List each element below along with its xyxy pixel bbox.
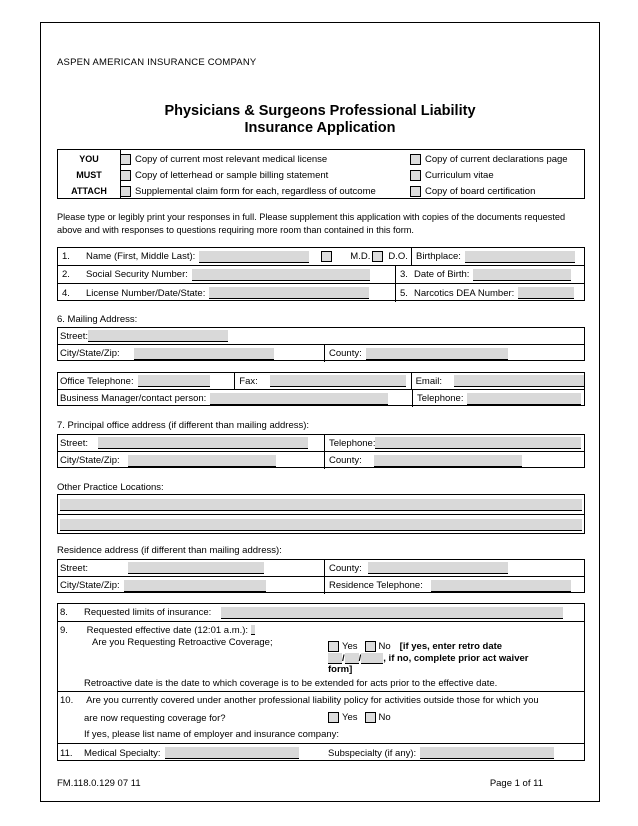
mailing-box [57, 327, 585, 361]
principal-county-label: County: [329, 455, 362, 466]
retro-note: Retroactive date is the date to which coverage is to be extended for acts prior to the effective date. [84, 678, 498, 689]
residence-heading: Residence address (if different than mailing address): [57, 545, 282, 556]
manager-tel-label: Telephone: [417, 393, 464, 404]
principal-tel-field[interactable] [375, 437, 581, 449]
other-policy-sub: If yes, please list name of employer and insurance company: [84, 729, 340, 740]
principal-county-field[interactable] [374, 455, 522, 467]
effective-date-field[interactable] [251, 625, 255, 635]
mailing-city-field[interactable] [134, 348, 274, 360]
name-label: Name (First, Middle Last): [86, 251, 196, 262]
mailing-county-label: County: [329, 348, 362, 359]
specialty-field[interactable] [165, 747, 299, 759]
retro-instruction-3: form] [328, 664, 353, 675]
residence-tel-field[interactable] [431, 580, 571, 592]
subspecialty-field[interactable] [420, 747, 554, 759]
personal-info-box: 1. Name (First, Middle Last): M.D. D.O. Birthplace: 2. Social Security Number: 3. Date of Birth: 4. License Number/Date/State: 5. Narcotics DEA Number: [57, 247, 585, 301]
residence-street-label: Street: [60, 562, 88, 574]
attachments-box [57, 149, 585, 199]
title-line-1: Physicians & Surgeons Professional Liability [164, 103, 476, 119]
attach-item-board-cert[interactable]: Copy of board certification [410, 186, 535, 197]
other-location-field-2[interactable] [60, 519, 582, 531]
retro-month-field[interactable] [328, 653, 342, 664]
you-label: YOU [79, 154, 99, 164]
checkbox[interactable] [120, 186, 131, 197]
effective-date-label: Requested effective date (12:01 a.m.): [86, 625, 249, 636]
page-number: Page 1 of 11 [489, 778, 543, 789]
attach-item-letterhead[interactable]: Copy of letterhead or sample billing statement [120, 170, 410, 181]
must-label: MUST [76, 170, 102, 180]
residence-county-field[interactable] [368, 562, 508, 574]
other-locations-box [57, 494, 585, 534]
retro-no-checkbox[interactable] [365, 641, 376, 652]
instructions-note: Please type or legibly print your responses in full. Please supplement this application with copies of the documents requested above and with responses to questions requiring more room than contained in this form. [57, 212, 566, 235]
manager-field[interactable] [210, 393, 388, 405]
ssn-field[interactable] [192, 269, 370, 281]
office-tel-label: Office Telephone: [60, 375, 134, 387]
subspecialty-label: Subspecialty (if any): [328, 747, 417, 759]
checkbox[interactable] [120, 154, 131, 165]
other-policy-question-2: are now requesting coverage for? [84, 713, 226, 724]
other-policy-yes-checkbox[interactable] [328, 712, 339, 723]
email-field[interactable] [454, 375, 584, 387]
license-field[interactable] [209, 287, 369, 299]
principal-heading: 7. Principal office address (if different than mailing address): [57, 420, 310, 431]
dea-field[interactable] [518, 287, 574, 299]
residence-street-field[interactable] [128, 562, 264, 574]
form-title [41, 103, 599, 137]
manager-label: Business Manager/contact person: [60, 393, 207, 404]
name-field[interactable] [199, 251, 309, 263]
form-number: FM.118.0.129 07 11 [57, 778, 141, 789]
license-label: License Number/Date/State: [86, 287, 206, 299]
principal-city-label: City/State/Zip: [60, 455, 120, 466]
retro-day-field[interactable] [345, 653, 359, 664]
mailing-heading: 6. Mailing Address: [57, 314, 138, 325]
attach-item-declarations[interactable]: Copy of current declarations page [410, 154, 568, 165]
principal-street-label: Street: [60, 437, 88, 449]
residence-county-label: County: [329, 562, 362, 574]
dob-label: Date of Birth: [414, 269, 470, 280]
residence-box [57, 559, 585, 593]
retro-question: Are you Requesting Retroactive Coverage; [92, 637, 273, 648]
residence-city-field[interactable] [124, 580, 266, 592]
application-page [40, 22, 600, 802]
ssn-label: Social Security Number: [86, 269, 188, 280]
checkbox[interactable] [410, 186, 421, 197]
residence-city-label: City/State/Zip: [60, 580, 120, 591]
dob-field[interactable] [473, 269, 571, 281]
dea-label: Narcotics DEA Number: [414, 287, 515, 299]
mailing-city-label: City/State/Zip: [60, 348, 120, 359]
fax-field[interactable] [270, 375, 406, 387]
other-policy-question: Are you currently covered under another professional liability policy for activities outside those for which you [86, 695, 539, 706]
specialty-label: Medical Specialty: [84, 747, 161, 759]
birthplace-label: Birthplace: [416, 251, 461, 262]
title-line-2: Insurance Application [244, 120, 396, 136]
retro-instruction-1: [if yes, enter retro date [399, 641, 503, 652]
email-label: Email: [415, 375, 442, 387]
limits-label: Requested limits of insurance: [84, 607, 212, 618]
retro-yes-checkbox[interactable] [328, 641, 339, 652]
residence-tel-label: Residence Telephone: [329, 580, 423, 591]
principal-street-field[interactable] [98, 437, 308, 449]
mailing-street-field[interactable] [88, 330, 228, 342]
attach-label: ATTACH [71, 186, 107, 196]
checkbox[interactable] [410, 170, 421, 181]
other-policy-no-checkbox[interactable] [365, 712, 376, 723]
checkbox[interactable] [410, 154, 421, 165]
mailing-street-label: Street: [60, 330, 88, 342]
other-location-field-1[interactable] [60, 499, 582, 511]
fax-label: Fax: [239, 375, 258, 387]
coverage-box: 8. Requested limits of insurance: 9. Requested effective date (12:01 a.m.): Are you Requesting Retroactive Coverage; Yes No [if yes, enter retro date / / , if no, complete prior act waiver form] Retroactive date is the date to which coverage is to be extended for acts prior to the effective date. 10. Are you currently covered under another professional liability policy for activities outside those for which you are now requesting coverage for? Yes No If yes, please list name of employer and insurance company: 11. Medical Specialty: Subspecialty (if any): [57, 603, 585, 761]
limits-field[interactable] [221, 607, 563, 619]
principal-city-field[interactable] [128, 455, 276, 467]
birthplace-field[interactable] [465, 251, 575, 263]
principal-tel-label: Telephone: [329, 437, 376, 449]
md-checkbox[interactable] [321, 251, 332, 262]
contact-box [57, 372, 585, 406]
office-tel-field[interactable] [138, 375, 210, 387]
do-checkbox[interactable] [372, 251, 383, 262]
checkbox[interactable] [120, 170, 131, 181]
other-locations-heading: Other Practice Locations: [57, 482, 164, 493]
retro-instruction-2: , if no, complete prior act waiver [383, 653, 529, 664]
mailing-county-field[interactable] [366, 348, 508, 360]
attach-item-claim-form[interactable]: Supplemental claim form for each, regardless of outcome [120, 186, 410, 197]
principal-box [57, 434, 585, 468]
attach-item-license[interactable]: Copy of current most relevant medical license [120, 154, 410, 165]
retro-year-field[interactable] [361, 653, 383, 664]
manager-tel-field[interactable] [467, 393, 581, 405]
attach-item-cv[interactable]: Curriculum vitae [410, 170, 494, 181]
company-name: ASPEN AMERICAN INSURANCE COMPANY [57, 57, 257, 68]
